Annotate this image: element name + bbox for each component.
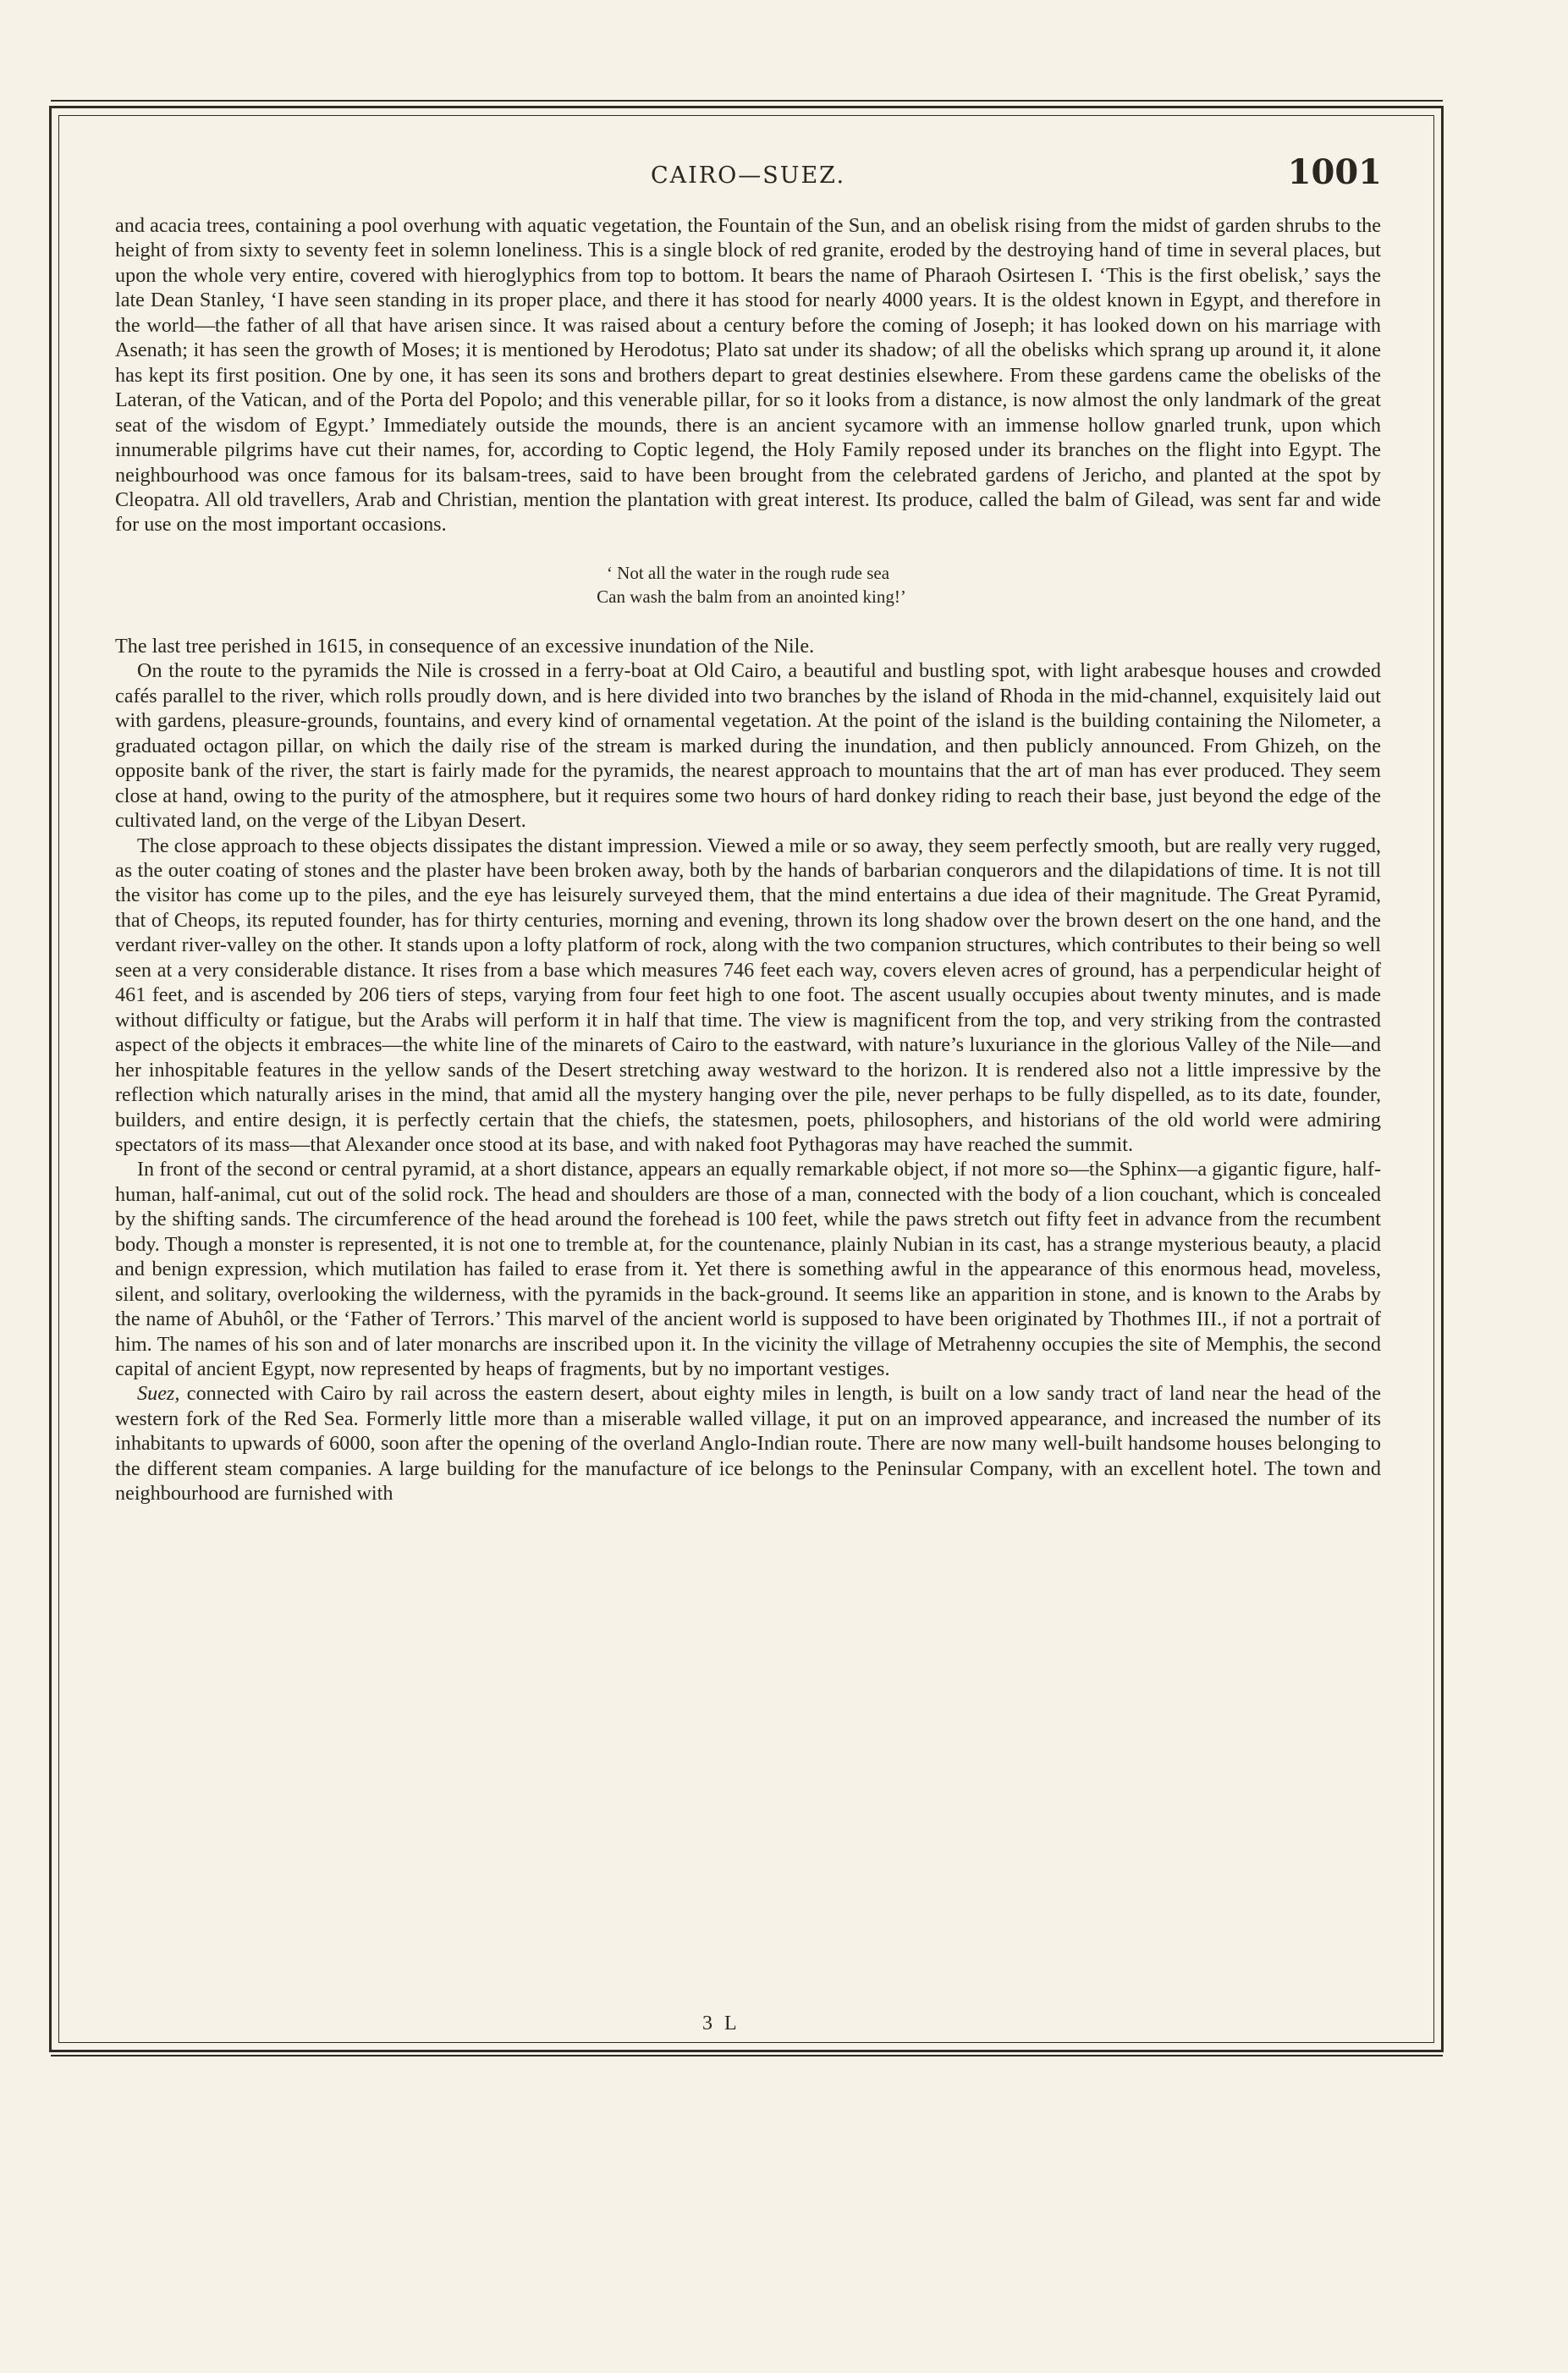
paragraph-suez xyxy=(115,1381,1381,1506)
verse-line: ‘ Not all the water in the rough rude sea xyxy=(606,562,890,583)
verse-quote xyxy=(115,561,1381,608)
paragraph-great-pyramid: The close approach to these objects dissipates the distant impression. Viewed a mile or so away, they seem perfectly smooth, but are really very rugged, as the outer coating of stones and the plaster have been broken away, both by the hands of barbarian conquerors and the dilapidations of time. It is not till the visitor has come up to the piles, and the eye has leisurely surveyed them, that the mind entertains a due idea of their magnitude. The Great Pyramid, that of Cheops, its reputed founder, has for thirty centuries, morning and evening, thrown its long shadow over the brown desert on the one hand, and the verdant river-valley on the other. It stands upon a lofty platform of rock, along with the two companion structures, which contributes to their being so well seen at a very considerable distance. It rises from a base which measures 746 feet each way, covers eleven acres of ground, has a perpendicular height of 461 feet, and is ascended by 206 tiers of steps, varying from four feet high to one foot. The ascent usually occupies about twenty minutes, and is made without difficulty or fatigue, but the Arabs will perform it in half that time. The view is magnificent from the top, and very striking from the contrasted aspect of the objects it embraces—the white line of the minarets of Cairo to the eastward, with nature’s luxuriance in the glorious Valley of the Nile—and her inhospitable features in the yellow sands of the Desert stretching away westward to the horizon. It is rendered also not a little impressive by the reflection which naturally arises in the mind, that amid all the mystery hanging over the pile, never perhaps to be fully dispelled, as to its date, founder, builders, and entire design, it is perfectly certain that the chiefs, the statesmen, poets, philosophers, and historians of the old world were admiring spectators of its mass—that Alexander once stood at its base, and with naked foot Pythagoras may have reached the summit. xyxy=(115,834,1381,1156)
page-header xyxy=(114,152,1382,203)
page-number: 1001 xyxy=(1287,152,1382,192)
page-body xyxy=(115,213,1381,1506)
verse-line: Can wash the balm from an anointed king!’ xyxy=(597,586,906,607)
paragraph-last-tree: The last tree perished in 1615, in consequence of an excessive inundation of the Nile. xyxy=(115,634,815,658)
running-head: CAIRO—SUEZ. xyxy=(650,162,846,189)
bottom-rule xyxy=(51,2055,1443,2056)
suez-heading: Suez, xyxy=(137,1382,180,1406)
paragraph-route-to-pyramids: On the route to the pyramids the Nile is crossed in a ferry-boat at Old Cairo, a beautiful and bustling spot, with light arabesque houses and crowded cafés parallel to the river, which rolls proudly down, and is here divided into two branches by the island of Rhoda in the mid-channel, exquisitely laid out with gardens, pleasure-grounds, fountains, and every kind of ornamental vegetation. At the point of the island is the building containing the Nilometer, a graduated octagon pillar, on which the daily rise of the stream is marked during the inundation, and then publicly announced. From Ghizeh, on the opposite bank of the river, the start is fairly made for the pyramids, the nearest approach to mountains that the art of man has ever produced. They seem close at hand, owing to the purity of the atmosphere, but it requires some two hours of hard donkey riding to reach their base, just beyond the edge of the cultivated land, on the verge of the Libyan Desert. xyxy=(115,659,1381,833)
suez-text: connected with Cairo by rail across the eastern desert, about eighty miles in length, is built on a low sandy tract of land near the head of the western fork of the Red Sea. Formerly little more than a miserable walled village, it put on an improved appearance, and increased the number of its inhabitants to upwards of 6000, soon after the opening of the overland Anglo-Indian route. There are now many well-built handsome houses belonging to the different steam companies. A large building for the manufacture of ice belongs to the Peninsular Company, with an excellent hotel. The town and neighbourhood are furnished with xyxy=(115,1382,1381,1506)
signature-mark: 3 L xyxy=(702,2012,740,2034)
paragraph-obelisk: and acacia trees, containing a pool overhung with aquatic vegetation, the Fountain of the Sun, and an obelisk rising from the midst of garden shrubs to the height of from sixty to seventy feet in solemn loneliness. This is a single block of red granite, eroded by the destroying hand of time in several places, but upon the whole very entire, covered with hieroglyphics from top to bottom. It bears the name of Pharaoh Osirtesen I. ‘This is the first obelisk,’ says the late Dean Stanley, ‘I have seen standing in its proper place, and there it has stood for nearly 4000 years. It is the oldest known in Egypt, and therefore in the world—the father of all that have arisen since. It was raised about a century before the coming of Joseph; it has looked down on his marriage with Asenath; it has seen the growth of Moses; it is mentioned by Herodotus; Plato sat under its shadow; of all the obelisks which sprang up around it, it alone has kept its first position. One by one, it has seen its sons and brothers depart to great destinies elsewhere. From these gardens came the obelisks of the Lateran, of the Vatican, and of the Porta del Popolo; and this venerable pillar, for so it looks from a distance, is now almost the only landmark of the great seat of the wisdom of Egypt.’ Immediately outside the mounds, there is an ancient sycamore with an immense hollow gnarled trunk, upon which innumerable pilgrims have cut their names, for, according to Coptic legend, the Holy Family reposed under its branches on the flight into Egypt. The neighbourhood was once famous for its balsam-trees, said to have been brought from the celebrated gardens of Jericho, and planted at the spot by Cleopatra. All old travellers, Arab and Christian, mention the plantation with great interest. Its produce, called the balm of Gilead, was sent far and wide for use on the most important occasions. xyxy=(115,214,1381,537)
paragraph-sphinx: In front of the second or central pyramid, at a short distance, appears an equally remarkable object, if not more so—the Sphinx—a gigantic figure, half-human, half-animal, cut out of the solid rock. The head and shoulders are those of a man, connected with the body of a lion couchant, which is concealed by the shifting sands. The circumference of the head around the forehead is 100 feet, while the paws stretch out fifty feet in advance from the recumbent body. Though a monster is represented, it is not one to tremble at, for the countenance, plainly Nubian in its cast, has a strange mysterious beauty, a placid and benign expression, which mutilation has failed to erase from it. Yet there is something awful in the appearance of this enormous head, moveless, silent, and solitary, overlooking the wilderness, with the pyramids in the back-ground. It seems like an apparition in stone, and is known to the Arabs by the name of Abuhôl, or the ‘Father of Terrors.’ This marvel of the ancient world is supposed to have been originated by Thothmes III., if not a portrait of him. The names of his son and of later monarchs are inscribed upon it. In the vicinity the village of Metrahenny occupies the site of Memphis, the second capital of ancient Egypt, now represented by heaps of fragments, but by no important vestiges. xyxy=(115,1158,1381,1381)
top-rule xyxy=(51,100,1443,102)
